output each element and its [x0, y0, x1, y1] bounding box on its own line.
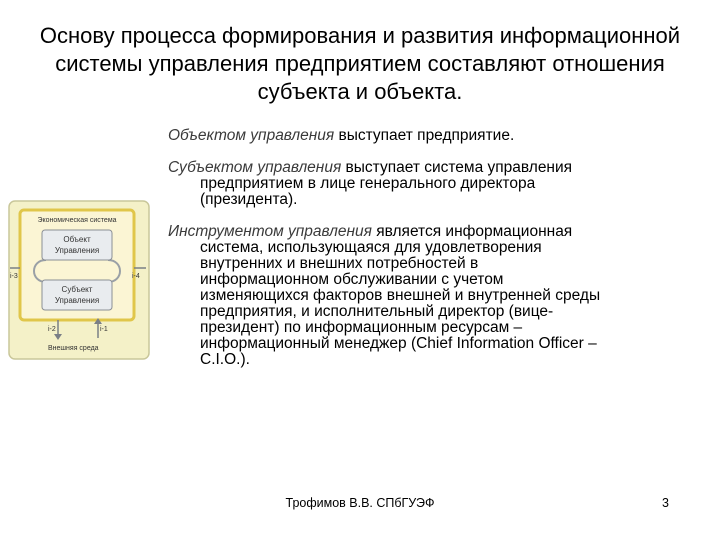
bullet-text: информационный менеджер (Chief Information Officer – [200, 335, 597, 352]
bullet-subject [168, 160, 688, 208]
economic-system-diagram [8, 200, 150, 360]
bullet-text: предприятия, и исполнительный директор (вице- [200, 303, 554, 320]
environment-label: Внешняя среда [48, 345, 99, 352]
bullet-text: президент) по информационным ресурсам – [200, 319, 523, 336]
bullet-line [168, 128, 688, 144]
bullet-text: предприятием в лице генерального директора [200, 175, 536, 192]
i4-label: i-4 [132, 273, 140, 280]
bullet-text: система, использующаяся для удовлетворения [200, 239, 542, 256]
i2-label: i-2 [48, 326, 56, 333]
i3-label: i-3 [10, 273, 18, 280]
bullet-line [168, 160, 688, 176]
title-line: субъекта и объекта. [257, 79, 463, 104]
diagram-svg [8, 200, 150, 360]
bullet-object [168, 128, 688, 144]
bullet-lead: Объектом управления [168, 127, 335, 144]
object-label-2: Управления [54, 246, 100, 255]
bullet-text: выступает предприятие. [338, 127, 515, 144]
bullet-text: выступает система управления [345, 159, 573, 176]
bullet-lead: Субъектом управления [168, 159, 342, 176]
bullet-text: является информационная [376, 223, 573, 240]
bullet-list [168, 128, 688, 384]
object-label-1: Объект [63, 235, 91, 244]
slide-title [0, 22, 720, 106]
subject-label-2: Управления [54, 296, 100, 305]
bullet-text: (президента). [200, 191, 298, 208]
bullet-lead: Инструментом управления [168, 223, 372, 240]
title-line: системы управления предприятием составляют отношения [55, 51, 665, 76]
bullet-text: C.I.O.). [200, 351, 250, 368]
bullet-instrument [168, 224, 688, 368]
footer-author: Трофимов В.В. СПбГУЭФ [285, 496, 435, 510]
bullet-text: внутренних и внешних потребностей в [200, 255, 479, 272]
subject-label-1: Субъект [61, 285, 93, 294]
system-label: Экономическая система [37, 217, 117, 224]
page-number: 3 [662, 496, 669, 510]
bullet-text: информационном обслуживании с учетом [200, 271, 504, 288]
title-line: Основу процесса формирования и развития информационной [39, 23, 681, 48]
bullet-text: изменяющихся факторов внешней и внутренней среды [200, 287, 601, 304]
bullet-line [168, 224, 688, 240]
i1-label: i-1 [100, 326, 108, 333]
